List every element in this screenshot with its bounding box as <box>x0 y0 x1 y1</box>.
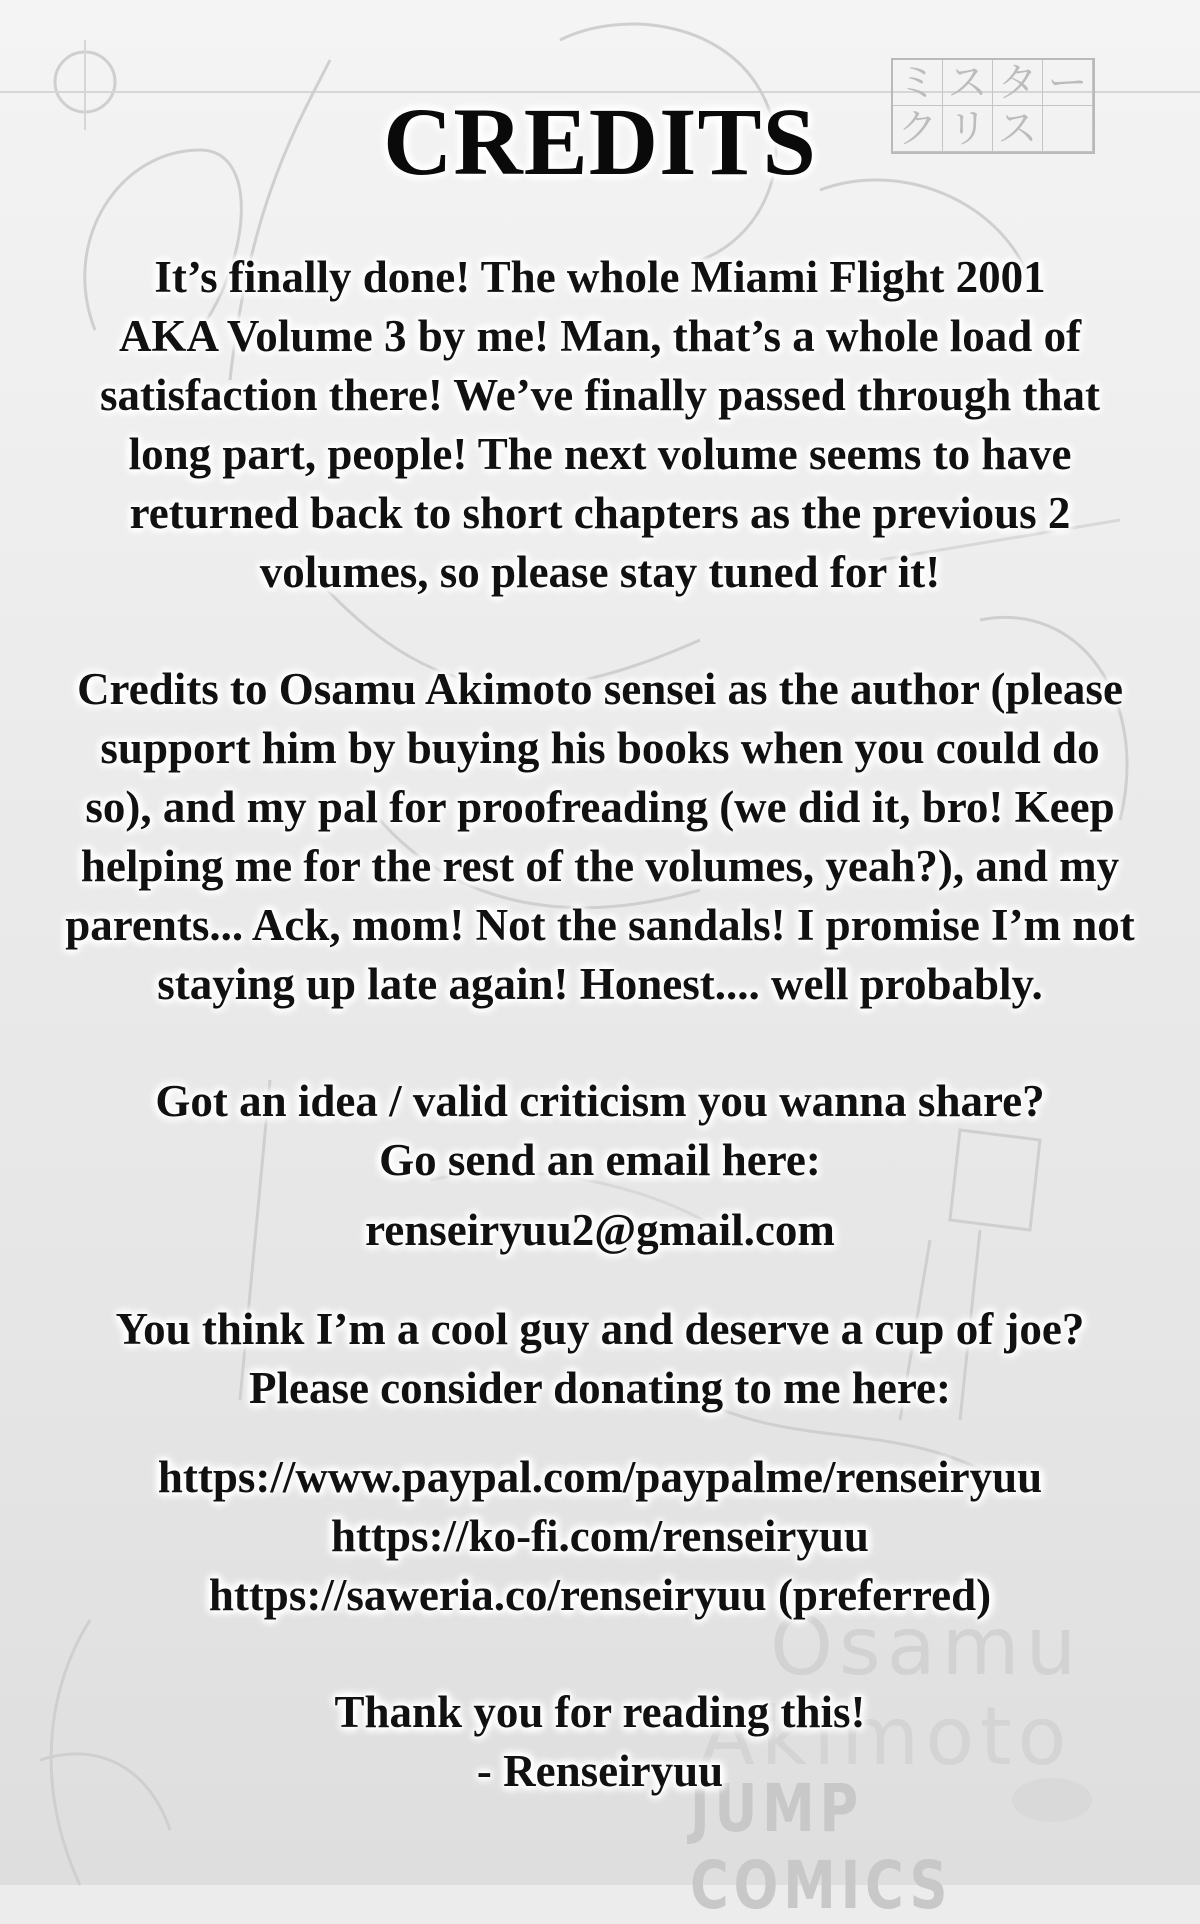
contact-email-link[interactable]: renseiryuu2@gmail.com <box>365 1205 835 1255</box>
stamp-char: リ <box>943 106 993 152</box>
text-line: support him by buying his books when you could do <box>100 723 1100 773</box>
text-line: long part, people! The next volume seems to have <box>128 429 1072 479</box>
stamp-char: ミ <box>893 60 943 106</box>
watermark-jump-comics: JUMP COMICS <box>690 1770 953 1924</box>
text-line: so), and my pal for proofreading (we did it, bro! Keep <box>85 782 1115 832</box>
text-line: AKA Volume 3 by me! Man, that’s a whole load of <box>118 311 1082 361</box>
text-line: It’s finally done! The whole Miami Flight 2001 <box>154 252 1046 302</box>
stamp-char: ー <box>1043 60 1093 106</box>
text-line: returned back to short chapters as the previous 2 <box>129 488 1071 538</box>
paragraph-feedback <box>20 1072 1180 1190</box>
watermark-author-first: Osamu <box>770 1600 1083 1693</box>
stamp-char: タ <box>993 60 1043 106</box>
text-line: Please consider donating to me here: <box>248 1363 951 1413</box>
text-line: satisfaction there! We’ve finally passed through that <box>99 370 1101 420</box>
text-line: staying up late again! Honest.... well probably. <box>157 959 1043 1009</box>
text-line: parents... Ack, mom! Not the sandals! I promise I’m not <box>65 900 1135 950</box>
paypal-link[interactable]: https://www.paypal.com/paypalme/renseiryuu <box>157 1452 1043 1502</box>
kofi-link[interactable]: https://ko-fi.com/renseiryuu <box>331 1511 869 1561</box>
paragraph-donation <box>20 1300 1180 1418</box>
paragraph-completion-note <box>20 248 1180 602</box>
thanks-line: Thank you for reading this! <box>334 1687 866 1737</box>
donation-links <box>20 1448 1180 1625</box>
closing-signature <box>20 1683 1180 1801</box>
saweria-link[interactable]: https://saweria.co/renseiryuu (preferred) <box>208 1570 992 1620</box>
text-line: helping me for the rest of the volumes, yeah?), and my <box>80 841 1120 891</box>
signature-line: - Renseiryuu <box>476 1746 724 1796</box>
text-line: Credits to Osamu Akimoto sensei as the author (please <box>77 664 1123 714</box>
text-line: You think I’m a cool guy and deserve a cup of joe? <box>115 1304 1085 1354</box>
stamp-char: ス <box>943 60 993 106</box>
page-title: CREDITS <box>383 88 817 195</box>
text-line: volumes, so please stay tuned for it! <box>259 547 941 597</box>
stamp-char: ク <box>893 106 943 152</box>
watermark-author-last: Akimoto <box>700 1690 1073 1783</box>
paragraph-credits <box>20 660 1180 1014</box>
stamp-char: ス <box>993 106 1043 152</box>
text-line: Got an idea / valid criticism you wanna share? <box>155 1076 1045 1126</box>
text-line: Go send an email here: <box>379 1135 821 1185</box>
